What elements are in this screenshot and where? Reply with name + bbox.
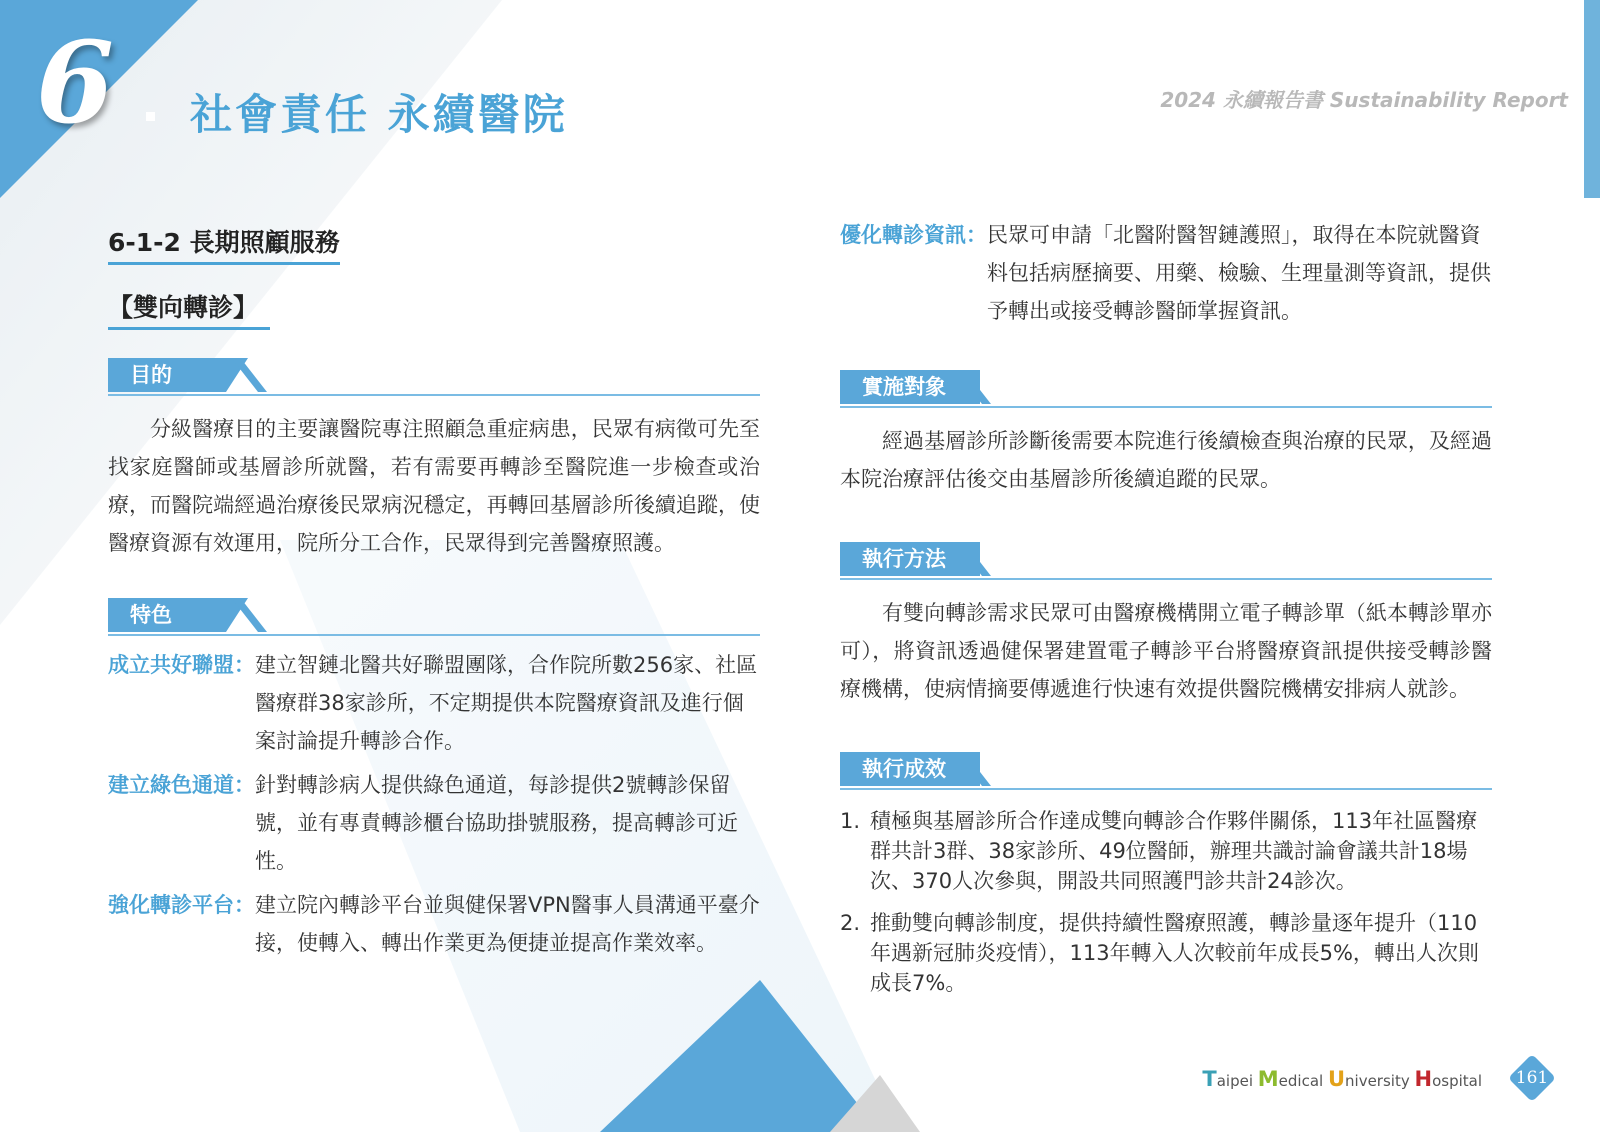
- feature-key: 建立綠色通道：: [108, 773, 255, 797]
- edge-bar: [1584, 0, 1600, 198]
- left-column: [108, 220, 760, 962]
- chapter-title: 社會責任 永續醫院: [190, 90, 568, 139]
- results-list: [840, 806, 1492, 998]
- chapter-dot: [146, 112, 155, 121]
- optimize-text: 民眾可申請「北醫附醫智鏈護照」，取得在本院就醫資料包括病歷摘要、用藥、檢驗、生理量測等資訊，提供予轉出或接受轉診醫師掌握資訊。: [987, 223, 1491, 323]
- target-text: 經過基層診所診斷後需要本院進行後續檢查與治療的民眾，及經過本院治療評估後交由基層診所後續追蹤的民眾。: [840, 429, 1492, 491]
- report-title: 2024 永續報告書 Sustainability Report: [1160, 88, 1568, 112]
- purpose-label: 目的: [130, 363, 172, 387]
- method-text: 有雙向轉診需求民眾可由醫療機構開立電子轉診單（紙本轉診單亦可），將資訊透過健保署建置電子轉診平台將醫療資訊提供接受轉診醫療機構，使病情摘要傳遞進行快速有效提供醫院機構安排病人就診。: [840, 601, 1492, 701]
- results-heading: [840, 752, 1492, 790]
- page-number: 161: [1515, 1068, 1549, 1088]
- optimize-item: [840, 216, 1492, 330]
- feature-text: 建立院內轉診平台並與健保署VPN醫事人員溝通平臺介接，使轉入、轉出作業更為便捷並提高作業效率。: [255, 893, 760, 955]
- hospital-logo: Taipei Medical University Hospital: [1202, 1067, 1482, 1091]
- list-text: 積極與基層診所合作達成雙向轉診合作夥伴關係，113年社區醫療群共計3群、38家診所、49位醫師，辦理共識討論會議共計18場次、370人次參與，開設共同照護門診共計24診次。: [870, 809, 1478, 893]
- target-label: 實施對象: [862, 375, 946, 399]
- optimize-key: 優化轉診資訊：: [840, 223, 987, 247]
- feature-item: [108, 886, 760, 962]
- purpose-text: 分級醫療目的主要讓醫院專注照顧急重症病患，民眾有病徵可先至找家庭醫師或基層診所就醫，若有需要再轉診至醫院進一步檢查或治療，而醫院端經過治療後民眾病況穩定，再轉回基層診所後續追蹤，使醫療資源有效運用，院所分工合作，民眾得到完善醫療照護。: [108, 417, 760, 555]
- target-heading: [840, 370, 1492, 408]
- features-label: 特色: [130, 603, 172, 627]
- method-label: 執行方法: [862, 547, 946, 571]
- section-title: 6-1-2 長期照顧服務: [108, 226, 340, 265]
- feature-item: [108, 646, 760, 760]
- list-item: [840, 908, 1492, 998]
- chapter-number: 6: [36, 18, 114, 149]
- list-number: 1.: [840, 809, 861, 833]
- list-text: 推動雙向轉診制度，提供持續性醫療照護，轉診量逐年提升（110年遇新冠肺炎疫情），113年轉入人次較前年成長5%，轉出人次則成長7%。: [870, 911, 1479, 995]
- feature-text: 針對轉診病人提供綠色通道，每診提供2號轉診保留號，並有專責轉診櫃台協助掛號服務，提高轉診可近性。: [255, 773, 738, 873]
- feature-key: 強化轉診平台：: [108, 893, 255, 917]
- purpose-heading: [108, 358, 760, 396]
- feature-key: 成立共好聯盟：: [108, 653, 255, 677]
- method-heading: [840, 542, 1492, 580]
- results-label: 執行成效: [862, 757, 946, 781]
- bracket-title: 【雙向轉診】: [108, 291, 270, 330]
- list-number: 2.: [840, 911, 861, 935]
- feature-item: [108, 766, 760, 880]
- features-heading: [108, 598, 760, 636]
- right-column: [840, 216, 1492, 1010]
- list-item: [840, 806, 1492, 896]
- feature-text: 建立智鏈北醫共好聯盟團隊，合作院所數256家、社區醫療群38家診所，不定期提供本院醫療資訊及進行個案討論提升轉診合作。: [255, 653, 758, 753]
